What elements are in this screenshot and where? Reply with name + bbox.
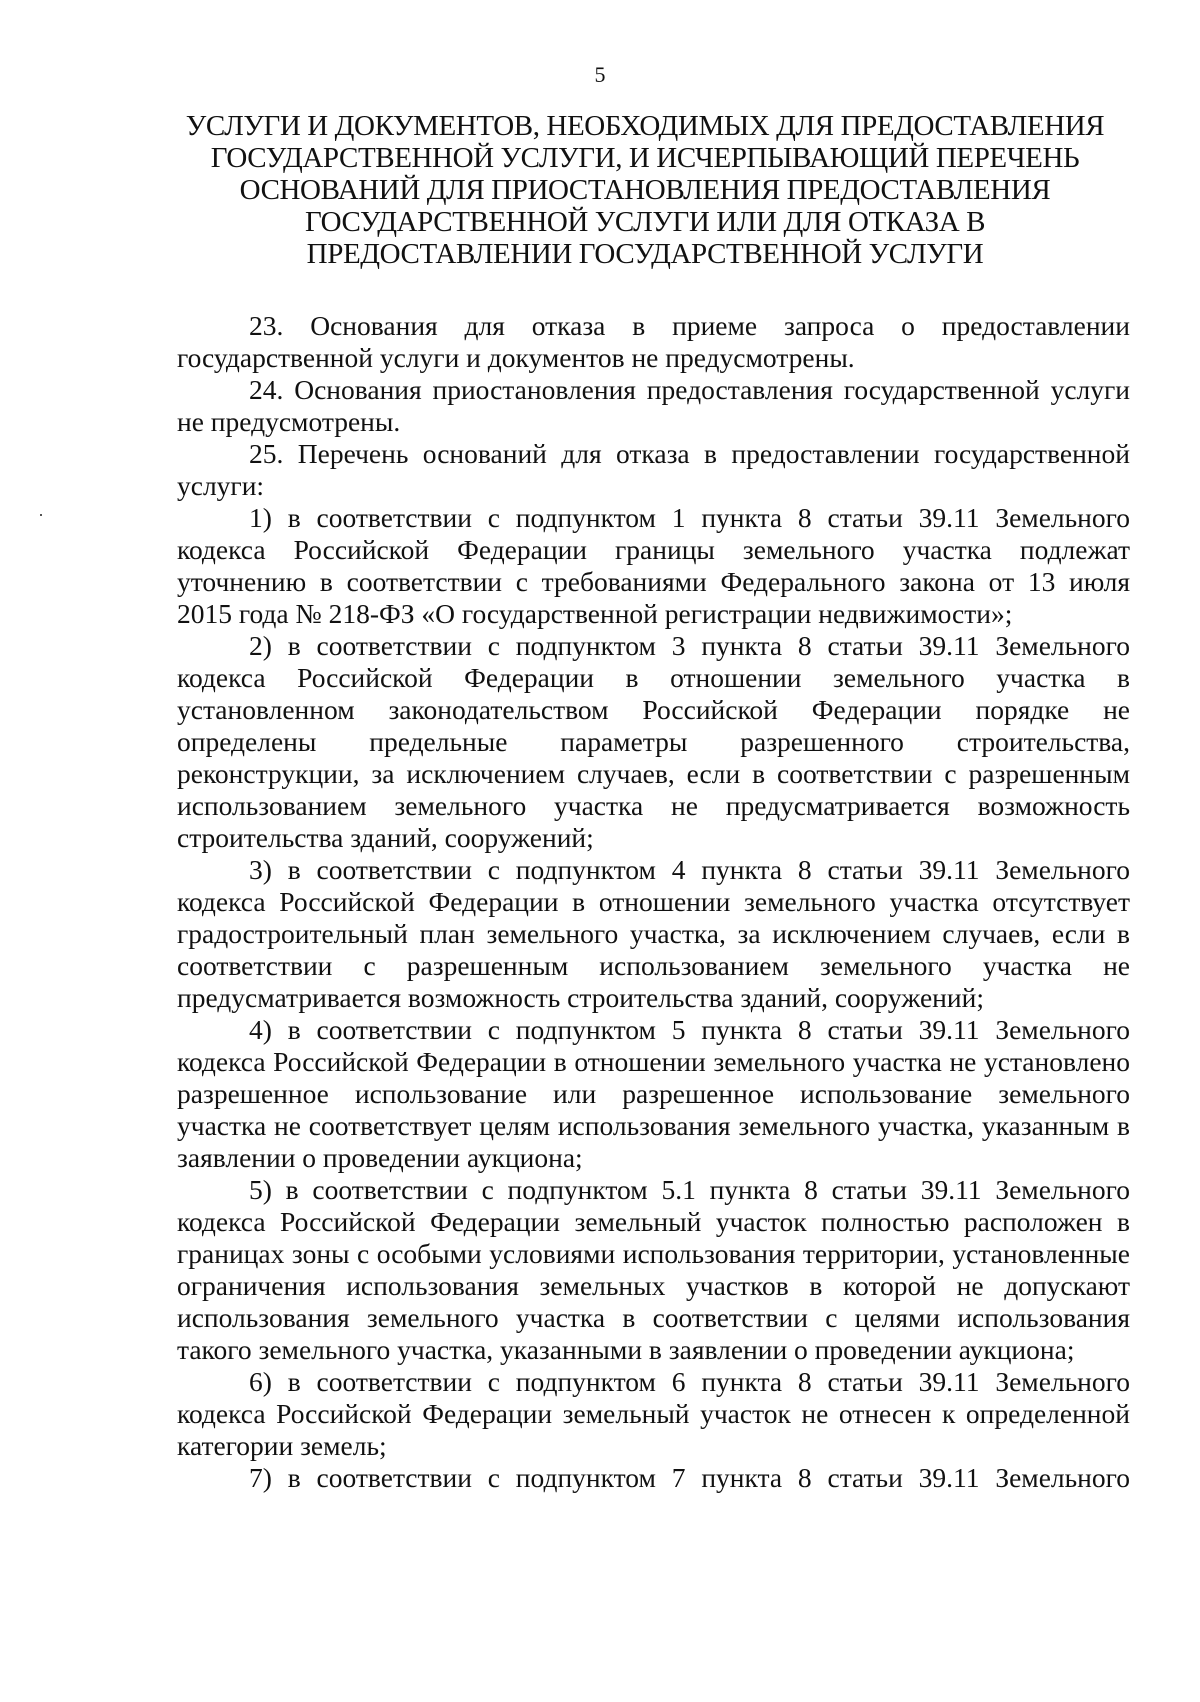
list-item-7: 7) в соответствии с подпунктом 7 пункта 8 статьи 39.11 Земельного	[249, 1462, 1130, 1493]
paragraph-25: 25. Перечень оснований для отказа в предоставлении государственной услуги:	[177, 438, 1130, 501]
heading-line: ПРЕДОСТАВЛЕНИИ ГОСУДАРСТВЕННОЙ УСЛУГИ	[306, 238, 984, 270]
list-item-4: 4) в соответствии с подпунктом 5 пункта 8 статьи 39.11 Земельного кодекса Российской Федерации в отношении земельного участка не установлено разрешенное использование или разрешенное использование земельного участка не соответствует целям использования земельного участка, указанным в заявлении о проведении аукциона;	[177, 1014, 1130, 1173]
list-item-5: 5) в соответствии с подпунктом 5.1 пункта 8 статьи 39.11 Земельного кодекса Российской Федерации земельный участок полностью расположен в границах зоны с особыми условиями использования территории, установленные ограничения использования земельных участков в которой не допускают использования земельного участка в соответствии с целями использования такого земельного участка, указанными в заявлении о проведении аукциона;	[177, 1174, 1130, 1365]
heading-line: ГОСУДАРСТВЕННОЙ УСЛУГИ, И ИСЧЕРПЫВАЮЩИЙ ПЕРЕЧЕНЬ	[210, 142, 1080, 174]
page-number: 5	[594, 62, 606, 87]
list-item-1: 1) в соответствии с подпунктом 1 пункта 8 статьи 39.11 Земельного кодекса Российской Федерации границы земельного участка подлежат уточнению в соответствии с требованиями Федерального закона от 13 июля 2015 года № 218-ФЗ «О государственной регистрации недвижимости»;	[177, 502, 1130, 629]
paragraph-24: 24. Основания приостановления предоставления государственной услуги не предусмотрены.	[177, 374, 1130, 437]
heading-line: ГОСУДАРСТВЕННОЙ УСЛУГИ ИЛИ ДЛЯ ОТКАЗА В	[304, 206, 986, 238]
scan-speck	[40, 514, 42, 516]
heading-line: УСЛУГИ И ДОКУМЕНТОВ, НЕОБХОДИМЫХ ДЛЯ ПРЕДОСТАВЛЕНИЯ	[185, 110, 1105, 142]
document-body	[177, 310, 1130, 1494]
list-item-6: 6) в соответствии с подпунктом 6 пункта 8 статьи 39.11 Земельного кодекса Российской Федерации земельный участок не отнесен к определенной категории земель;	[177, 1366, 1130, 1461]
heading-line: ОСНОВАНИЙ ДЛЯ ПРИОСТАНОВЛЕНИЯ ПРЕДОСТАВЛЕНИЯ	[239, 174, 1051, 206]
paragraph-23: 23. Основания для отказа в приеме запроса о предоставлении государственной услуги и документов не предусмотрены.	[177, 310, 1130, 373]
list-item-2: 2) в соответствии с подпунктом 3 пункта 8 статьи 39.11 Земельного кодекса Российской Федерации в отношении земельного участка в установленном законодательством Российской Федерации порядке не определены предельные параметры разрешенного строительства, реконструкции, за исключением случаев, если в соответствии с разрешенным использованием земельного участка не предусматривается возможность строительства зданий, сооружений;	[177, 630, 1130, 853]
list-item-3: 3) в соответствии с подпунктом 4 пункта 8 статьи 39.11 Земельного кодекса Российской Федерации в отношении земельного участка отсутствует градостроительный план земельного участка, за исключением случаев, если в соответствии с разрешенным использованием земельного участка не предусматривается возможность строительства зданий, сооружений;	[177, 854, 1130, 1013]
section-heading	[150, 110, 1140, 270]
